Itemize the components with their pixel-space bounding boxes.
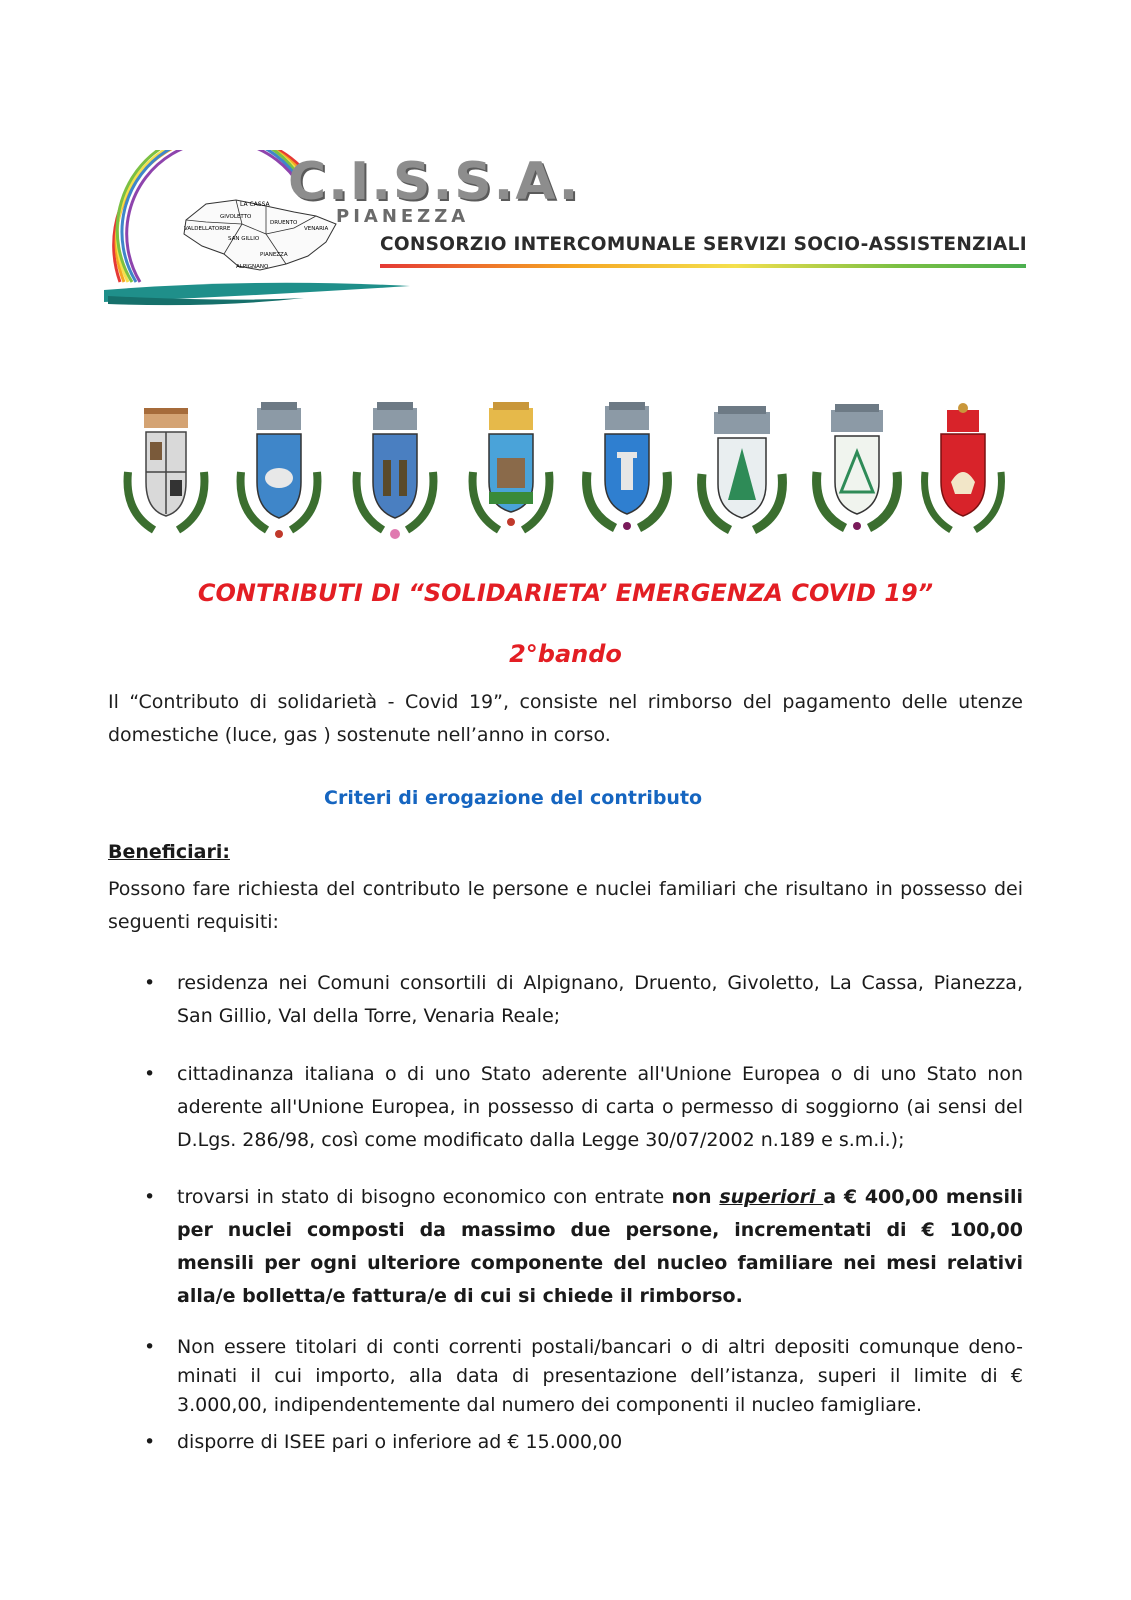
map-label-valdellatorre: VALDELLATORRE [184, 226, 231, 232]
bullet-icon: • [144, 972, 156, 994]
income-bold-limit-text: a € 400,00 mensili per nuclei composti da massimo due persone, incrementati di € 100,00 mensili per ogni ulteriore componente del nucleo familiare nei mesi relativi alla/e bolletta/e fattura/e di cui si chiede il rimborso. [177, 1186, 1023, 1307]
bullet-icon: • [144, 1063, 156, 1085]
requirement-text: cittadinanza italiana o di uno Stato aderente all'Unione Europea o di uno Stato non aderente all'Unione Europea, in possesso di carta o permesso di soggiorno (ai sensi del D.Lgs. 286/98, così come modificato dalla Legge 30/07/2002 n.189 e s.m.i.); [177, 1063, 1023, 1151]
requirement-text: disporre di ISEE pari o inferiore ad € 15.000,00 [177, 1431, 623, 1453]
bullet-icon: • [144, 1336, 156, 1358]
coats-of-arms-row [114, 402, 1014, 550]
bullet-icon: • [144, 1431, 156, 1453]
cissa-logo [104, 150, 1027, 320]
san-gillio-coat-of-arms-icon [690, 402, 794, 550]
logo-subtitle: PIANEZZA [336, 206, 470, 227]
requirement-isee [108, 1428, 1023, 1457]
map-label-venaria: VENARIA [304, 226, 329, 232]
map-label-givoletto: GIVOLETTO [220, 214, 252, 220]
teal-swoosh-icon [104, 278, 414, 308]
rainbow-rule [380, 264, 1026, 268]
organization-name: CONSORZIO INTERCOMUNALE SERVIZI SOCIO-ASSISTENZIALI [380, 234, 1027, 255]
bullet-icon: • [144, 1186, 156, 1208]
la-cassa-coat-of-arms-icon [459, 402, 563, 550]
map-label-san-gillio: SAN GILLIO [228, 236, 260, 242]
val-della-torre-coat-of-arms-icon [805, 402, 909, 550]
document-title: CONTRIBUTI DI “SOLIDARIETA’ EMERGENZA COVID 19” [197, 579, 934, 607]
requirement-residence [108, 967, 1023, 1033]
logo-title: C.I.S.S.A. [288, 152, 581, 212]
map-label-la-cassa: LA CASSA [240, 201, 270, 208]
requirement-text [177, 1181, 1023, 1313]
requirement-income [108, 1181, 1023, 1313]
document-subtitle: 2°bando [509, 640, 622, 668]
requirement-text: Non essere titolari di conti correnti postali/bancari o di altri depositi comunque deno-minati il cui importo, alla data di presentazione dell’istanza, superi il limite di € 3.000,00, indipendentemente dal numero dei componenti il nucleo famigliare. [177, 1336, 1023, 1416]
requirement-citizenship [108, 1058, 1023, 1157]
map-label-pianezza: PIANEZZA [260, 252, 288, 258]
map-label-druento: DRUENTO [270, 220, 298, 226]
druento-coat-of-arms-icon [227, 402, 331, 550]
income-underlined-text: superiori [719, 1186, 824, 1208]
pianezza-coat-of-arms-icon [575, 402, 679, 550]
givoletto-coat-of-arms-icon [343, 402, 447, 550]
criteria-heading: Criteri di erogazione del contributo [324, 787, 703, 809]
beneficiaries-heading: Beneficiari: [108, 841, 230, 863]
venaria-reale-coat-of-arms-icon [911, 402, 1015, 550]
map-label-alpignano: ALPIGNANO [236, 264, 269, 270]
intro-paragraph: Il “Contributo di solidarietà - Covid 19”, consiste nel rimborso del pagamento delle utenze domestiche (luce, gas ) sostenute nell’anno in corso. [108, 691, 1023, 746]
alpignano-coat-of-arms-icon [114, 402, 218, 550]
income-bold-text: non [671, 1186, 720, 1208]
requirement-text: residenza nei Comuni consortili di Alpignano, Druento, Givoletto, La Cassa, Pianezza, San Gillio, Val della Torre, Venaria Reale; [177, 972, 1023, 1027]
income-plain-text: trovarsi in stato di bisogno economico con entrate [177, 1186, 672, 1208]
requirement-deposits [108, 1333, 1023, 1420]
requirements-intro: Possono fare richiesta del contributo le persone e nuclei familiari che risultano in possesso dei seguenti requisiti: [108, 878, 1023, 933]
